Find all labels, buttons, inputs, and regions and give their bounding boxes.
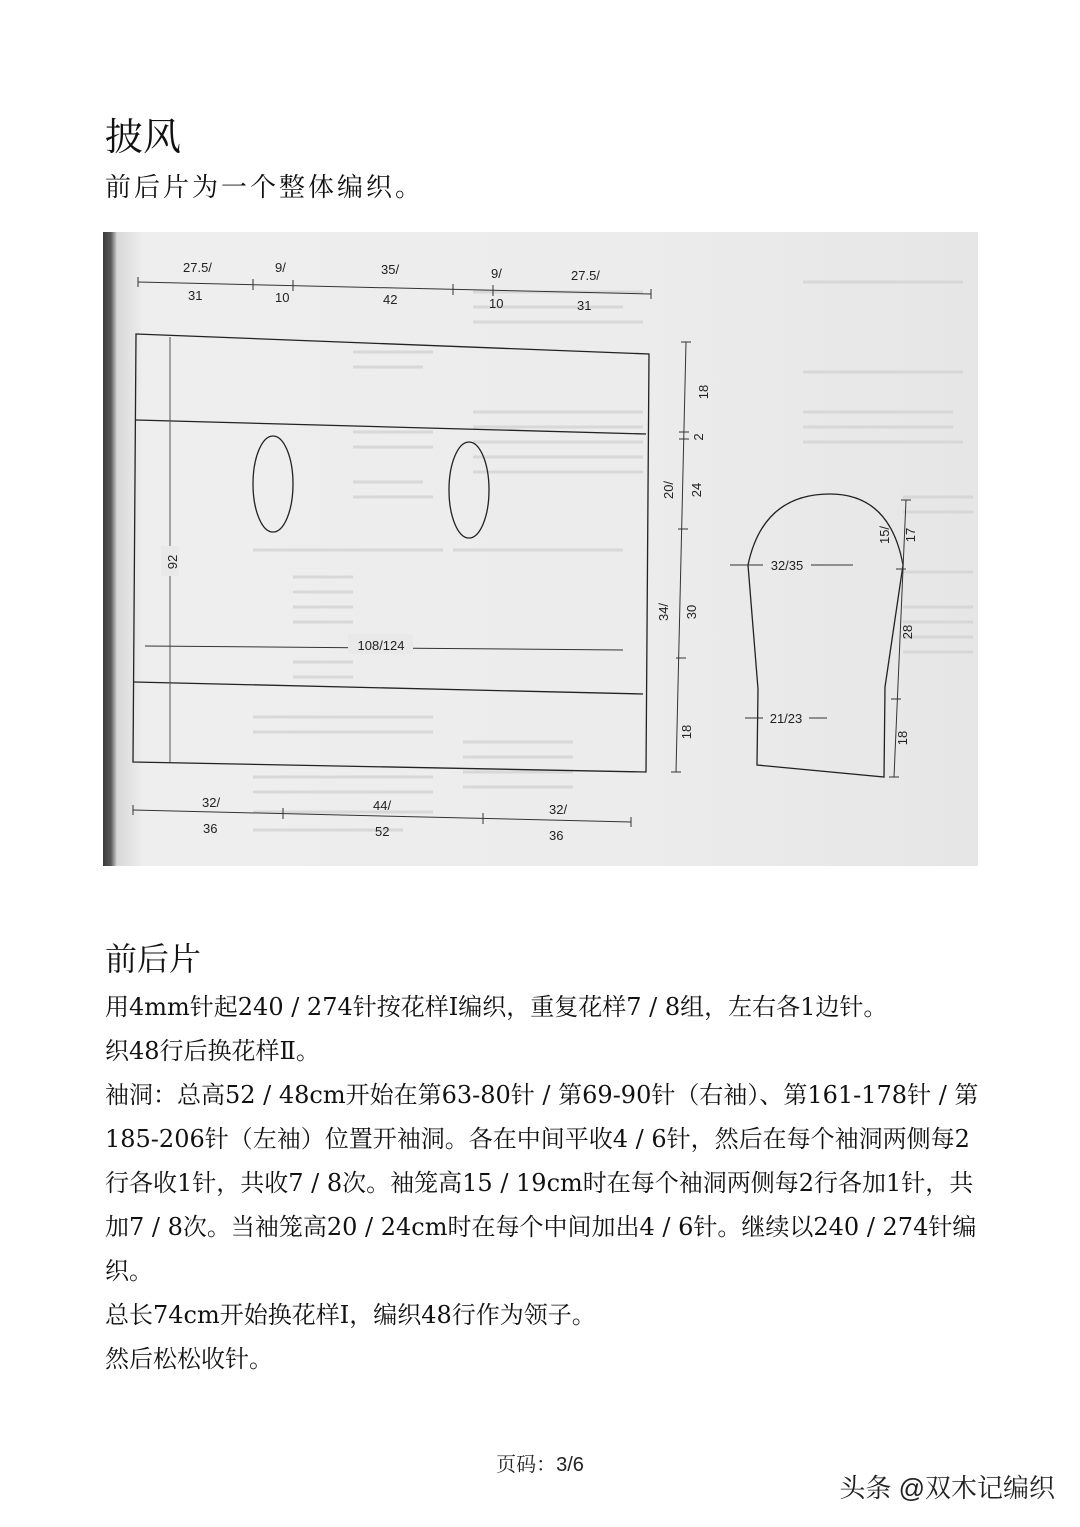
page-subtitle: 前后片为一个整体编织。 (105, 173, 425, 203)
top-width-5-a: 27.5/ (571, 268, 600, 283)
right-height-4-a: 34/ (656, 602, 671, 622)
body-width-label: 108/124 (357, 638, 405, 653)
top-width-4-a: 9/ (491, 266, 502, 281)
bottom-width-1-b: 36 (203, 821, 218, 836)
top-width-1-a: 27.5/ (183, 260, 212, 275)
right-height-5: 18 (679, 724, 694, 740)
bottom-width-2-b: 52 (375, 824, 390, 839)
bottom-width-3-a: 32/ (549, 802, 568, 817)
right-height-3-a: 20/ (661, 480, 676, 500)
top-width-5-b: 31 (577, 298, 592, 313)
top-width-3-b: 42 (383, 292, 398, 307)
bottom-width-1-a: 32/ (202, 795, 221, 810)
instruction-paragraph: 总长74cm开始换花样Ⅰ，编织48行作为领子。 (105, 1301, 596, 1329)
instructions (105, 985, 980, 1381)
top-width-2-b: 10 (275, 290, 290, 305)
right-height-3-b: 24 (689, 482, 704, 498)
instruction-paragraph: 用4mm针起240 / 274针按花样Ⅰ编织，重复花样7 / 8组，左右各1边针。 (105, 993, 888, 1021)
right-height-1: 18 (696, 384, 711, 400)
sleeve-height-1-a: 15/ (877, 525, 892, 545)
sleeve-bottom-width-label: 21/23 (769, 711, 803, 726)
body-height-label: 92 (165, 554, 180, 570)
instruction-paragraph: 袖洞：总高52 / 48cm开始在第63-80针 / 第69-90针（右袖）、第161-178针 / 第185-206针（左袖）位置开袖洞。各在中间平收4 / 6针，然后在每个袖洞两侧每2行各收1针，共收7 / 8次。袖笼高15 / 19cm时在每个袖洞两侧每2行各加1针，共加7 / 8次。当袖笼高20 / 24cm时在每个中间加出4 / 6针。继续以240 / 274针编织。 (105, 1081, 979, 1285)
sleeve-height-3: 18 (895, 730, 910, 746)
bottom-width-3-b: 36 (549, 828, 564, 843)
instruction-paragraph: 织48行后换花样Ⅱ。 (105, 1037, 320, 1065)
right-height-4-b: 30 (684, 604, 699, 620)
sleeve-top-width-label: 32/35 (770, 558, 804, 573)
bottom-width-2-a: 44/ (373, 798, 392, 813)
page-number: 页码：3/6 (496, 1454, 584, 1476)
schematic-drawing (103, 232, 978, 866)
sleeve-height-1-b: 17 (903, 527, 918, 543)
top-width-3-a: 35/ (381, 262, 400, 277)
watermark: 头条 @双木记编织 (839, 1473, 1055, 1503)
top-width-1-b: 31 (188, 288, 203, 303)
page-title: 披风 (105, 115, 182, 159)
section-title: 前后片 (105, 940, 202, 978)
instruction-paragraph: 然后松松收针。 (105, 1345, 273, 1373)
schematic-diagram (103, 232, 978, 866)
top-width-4-b: 10 (489, 296, 504, 311)
right-height-2: 2 (691, 433, 706, 441)
sleeve-height-2: 28 (900, 624, 915, 640)
top-width-2-a: 9/ (275, 260, 286, 275)
